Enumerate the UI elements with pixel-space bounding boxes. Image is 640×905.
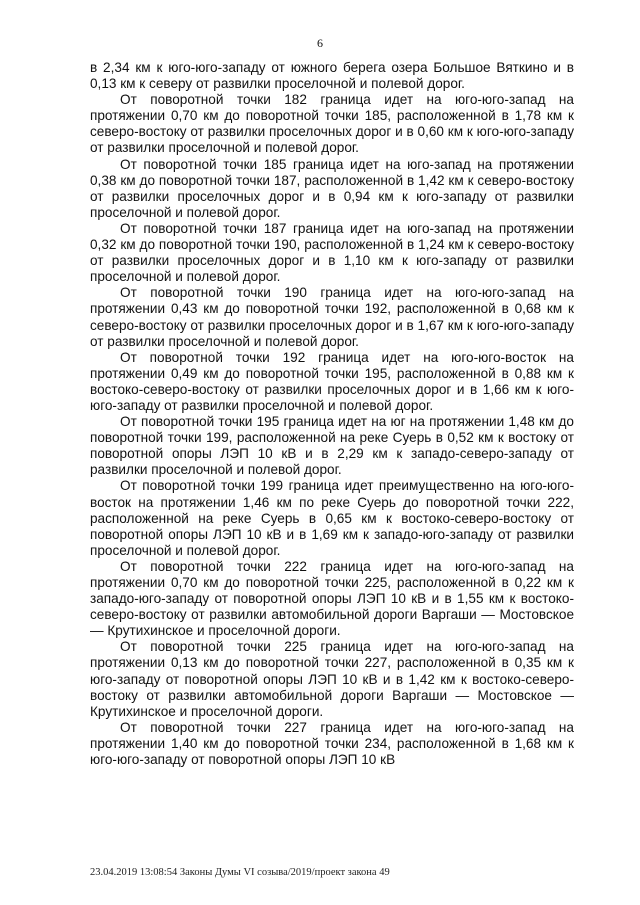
document-footer: 23.04.2019 13:08:54 Законы Думы VI созыва/2019/проект закона 49 [90,867,390,878]
paragraph: От поворотной точки 199 граница идет преимущественно на юго-юго-восток на протяжении 1,46 км по реке Суерь до поворотной точки 222, расположенной на реке Суерь в 0,65 км к востоко-северо-востоку от поворотной опоры ЛЭП 10 кВ и в 1,69 км к западо-юго-западу от развилки проселочной и полевой дорог. [90,478,574,558]
paragraph: От поворотной точки 222 граница идет на юго-юго-запад на протяжении 0,70 км до поворотной точки 225, расположенной в 0,22 км к западо-юго-западу от поворотной опоры ЛЭП 10 кВ и в 1,55 км к востоко-северо-востоку от развилки автомобильной дороги Варгаши — Мостовское — Крутихинское и проселочной дороги. [90,558,574,639]
paragraph: От поворотной точки 190 граница идет на юго-юго-запад на протяжении 0,43 км до поворотной точки 192, расположенной в 0,68 км к северо-востоку от развилки проселочных дорог и в 1,67 км к юго-юго-западу от развилки проселочной и полевой дорог. [90,285,574,349]
paragraph: От поворотной точки 182 граница идет на юго-юго-запад на протяжении 0,70 км до поворотной точки 185, расположенной в 1,78 км к северо-востоку от развилки проселочных дорог и в 0,60 км к юго-юго-западу от развилки проселочной и полевой дорог. [90,92,574,156]
paragraph: в 2,34 км к юго-юго-западу от южного берега озера Большое Вяткино и в 0,13 км к северу от развилки проселочной и полевой дорог. [90,60,574,92]
paragraph: От поворотной точки 185 граница идет на юго-запад на протяжении 0,38 км до поворотной точки 187, расположенной в 1,42 км к северо-востоку от развилки проселочных дорог и в 0,94 км к юго-западу от развилки проселочной и полевой дорог. [90,156,574,220]
paragraph: От поворотной точки 227 граница идет на юго-юго-запад на протяжении 1,40 км до поворотной точки 234, расположенной в 1,68 км к юго-юго-западу от поворотной опоры ЛЭП 10 кВ [90,719,574,768]
paragraph: От поворотной точки 225 граница идет на юго-юго-запад на протяжении 0,13 км до поворотной точки 227, расположенной в 0,35 км к юго-западу от поворотной опоры ЛЭП 10 кВ и в 1,42 км к востоко-северо-востоку от развилки автомобильной дороги Варгаши — Мостовское — Крутихинское и проселочной дороги. [90,639,574,719]
paragraph: От поворотной точки 192 граница идет на юго-юго-восток на протяжении 0,49 км до поворотной точки 195, расположенной в 0,88 км к востоко-северо-востоку от развилки проселочных дорог и в 1,66 км к юго-юго-западу от развилки проселочной и полевой дорог. [90,349,574,413]
paragraph: От поворотной точки 187 граница идет на юго-запад на протяжении 0,32 км до поворотной точки 190, расположенной в 1,24 км к северо-востоку от развилки проселочных дорог и в 1,10 км к юго-западу от развилки проселочной и полевой дорог. [90,220,574,285]
page-number: 6 [317,36,323,50]
paragraph: От поворотной точки 195 граница идет на юг на протяжении 1,48 км до поворотной точки 199, расположенной на реке Суерь в 0,52 км к востоку от поворотной опоры ЛЭП 10 кВ и в 2,29 км к западо-северо-западу от развилки проселочной и полевой дорог. [90,414,574,478]
document-body [90,60,574,768]
